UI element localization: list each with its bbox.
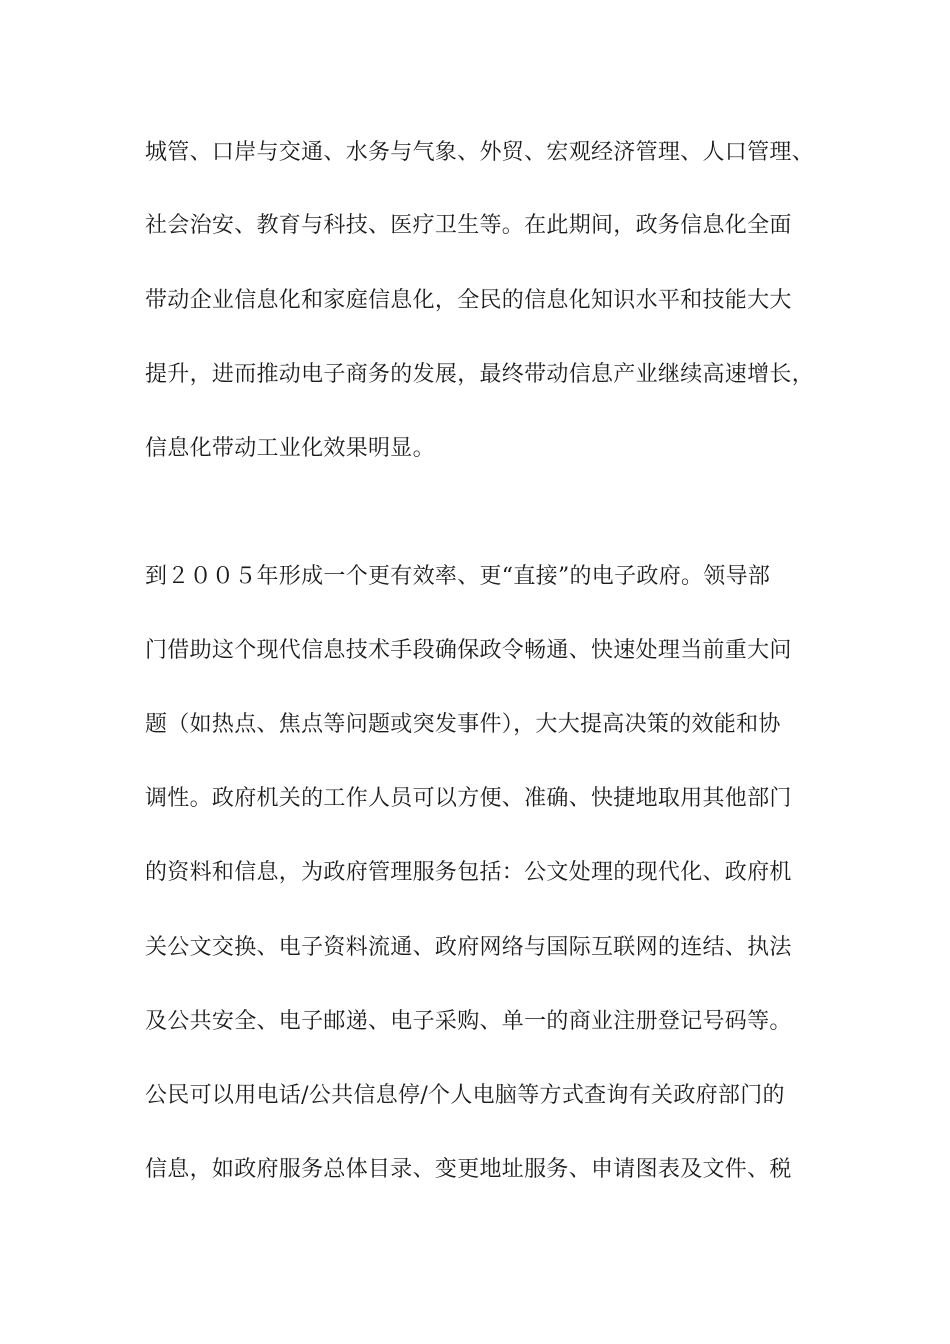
text-line: 调性。政府机关的工作人员可以方便、准确、快捷地取用其他部门 — [145, 786, 792, 811]
text-line: 关公文交换、电子资料流通、政府网络与国际互联网的连结、执法 — [145, 935, 792, 960]
text-line: 提升，进而推动电子商务的发展，最终带动信息产业继续高速增长， — [145, 362, 815, 387]
text-line: 公民可以用电话/公共信息停/个人电脑等方式查询有关政府部门的 — [145, 1083, 785, 1108]
text-line: 城管、口岸与交通、水务与气象、外贸、宏观经济管理、人口管理、 — [145, 140, 815, 165]
text-line: 信息化带动工业化效果明显。 — [145, 436, 435, 461]
text-line: 带动企业信息化和家庭信息化，全民的信息化知识水平和技能大大 — [145, 288, 792, 313]
text-line: 到２００５年形成一个更有效率、更“直接”的电子政府。领导部 — [145, 564, 771, 589]
text-line: 门借助这个现代信息技术手段确保政令畅通、快速处理当前重大问 — [145, 638, 792, 663]
text-line: 的资料和信息，为政府管理服务包括：公文处理的现代化、政府机 — [145, 860, 792, 885]
text-line: 社会治安、教育与科技、医疗卫生等。在此期间，政务信息化全面 — [145, 213, 792, 238]
text-line: 信息，如政府服务总体目录、变更地址服务、申请图表及文件、税 — [145, 1157, 792, 1182]
text-line: 题（如热点、焦点等问题或突发事件），大大提高决策的效能和协 — [145, 712, 781, 737]
text-line: 及公共安全、电子邮递、电子采购、单一的商业注册登记号码等。 — [145, 1009, 792, 1034]
